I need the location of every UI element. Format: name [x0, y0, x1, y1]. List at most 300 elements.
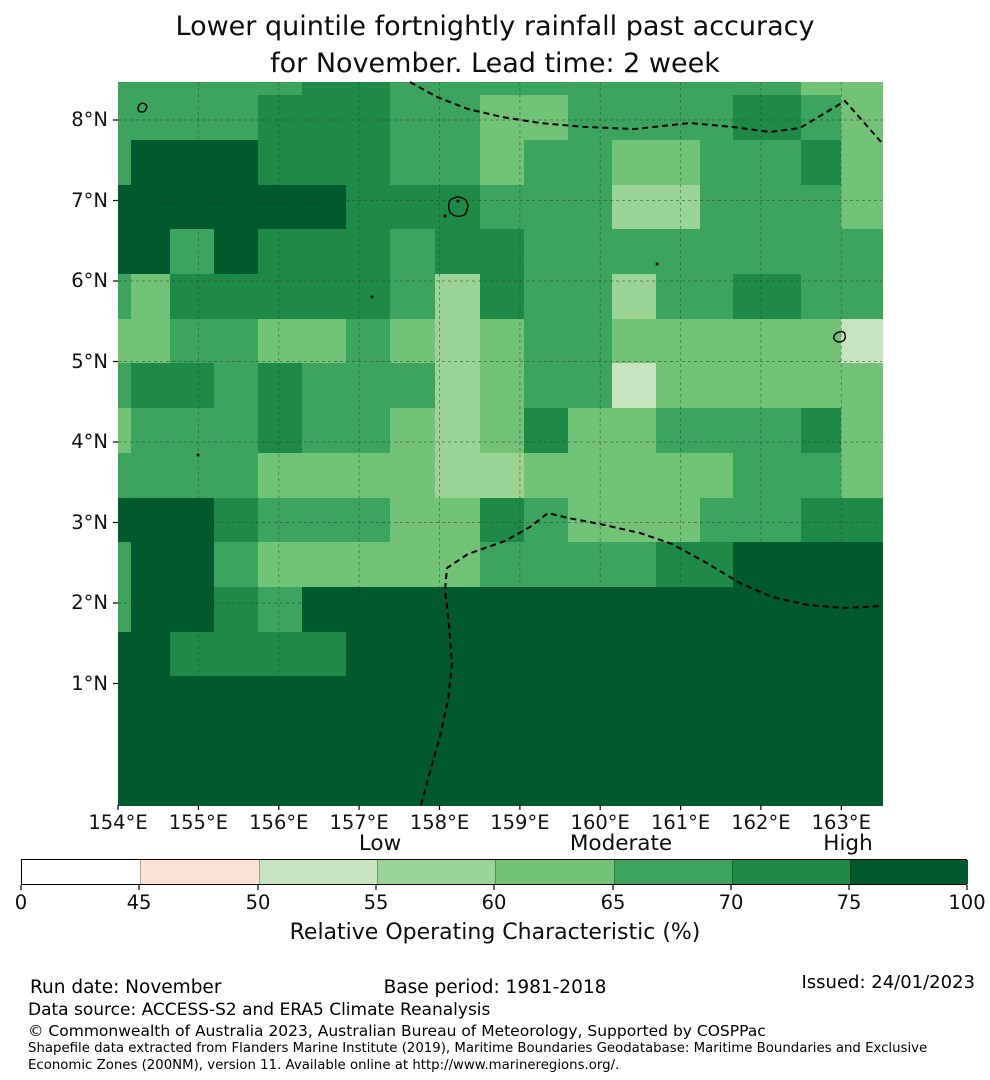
map-cell	[258, 542, 303, 588]
map-cell	[700, 676, 734, 722]
map-cell	[302, 766, 347, 806]
map-cell	[214, 587, 259, 633]
map-cell	[524, 319, 569, 364]
map-cell	[568, 721, 613, 767]
map-cell	[346, 676, 391, 722]
map-cell	[801, 453, 842, 499]
map-cell	[480, 82, 525, 96]
map-cell	[480, 542, 525, 588]
map-cell	[435, 408, 481, 454]
x-tick-label: 158°E	[409, 811, 470, 834]
map-cell	[700, 453, 734, 499]
map-cell	[733, 498, 802, 543]
map-cell	[568, 453, 613, 499]
map-cell	[346, 140, 391, 186]
map-cell	[656, 498, 701, 543]
map-cell	[118, 185, 132, 230]
map-cell	[131, 632, 171, 677]
map-cell	[801, 766, 842, 806]
map-cell	[700, 82, 734, 96]
map-cell	[568, 587, 613, 633]
map-cell	[118, 721, 132, 767]
map-cell	[841, 363, 883, 409]
map-cell	[214, 95, 259, 141]
map-cell	[568, 229, 613, 275]
map-cell	[801, 229, 842, 275]
map-cell	[346, 408, 391, 454]
x-tick-label: 155°E	[168, 811, 229, 834]
map-cell	[170, 229, 215, 275]
map-cell	[118, 766, 132, 806]
map-cell	[841, 140, 883, 186]
map-cell	[390, 587, 436, 633]
map-cell	[700, 319, 734, 364]
map-cell	[302, 498, 347, 543]
map-cell	[612, 676, 657, 722]
colorbar-segment	[259, 860, 377, 884]
map-cell	[390, 453, 436, 499]
map-cell	[346, 498, 391, 543]
map-cell	[258, 721, 303, 767]
map-cell	[480, 632, 525, 677]
map-cell	[118, 632, 132, 677]
map-cell	[170, 632, 215, 677]
map-cell	[480, 721, 525, 767]
map-cell	[568, 408, 613, 454]
map-cell	[214, 766, 259, 806]
map-cell	[390, 363, 436, 409]
map-cell	[258, 587, 303, 633]
map-cell	[118, 363, 132, 409]
map-cell	[435, 587, 481, 633]
map-cell	[480, 95, 525, 141]
map-cell	[390, 319, 436, 364]
map-cell	[346, 185, 391, 230]
map-cell	[656, 408, 701, 454]
map-cell	[435, 140, 481, 186]
y-tick-label: 8°N	[71, 108, 108, 131]
map-cell	[118, 498, 132, 543]
map-cell	[170, 82, 215, 96]
colorbar-category-label: Moderate	[569, 831, 673, 856]
map-cell	[801, 82, 842, 96]
map-cell	[435, 498, 481, 543]
map-cell	[568, 274, 613, 320]
x-tick-label: 156°E	[249, 811, 309, 834]
map-cell	[568, 185, 613, 230]
map-cell	[480, 408, 525, 454]
map-cell	[568, 363, 613, 409]
map-cell	[612, 721, 657, 767]
map-cell	[214, 363, 259, 409]
map-cell	[131, 408, 171, 454]
map-cell	[346, 229, 391, 275]
map-cell	[346, 363, 391, 409]
map-cell	[656, 721, 701, 767]
map-cell	[700, 498, 734, 543]
map-cell	[524, 632, 569, 677]
map-cell	[841, 95, 883, 141]
map-cell	[700, 632, 734, 677]
map-cell	[656, 453, 701, 499]
map-cell	[214, 82, 259, 96]
map-cell	[524, 453, 569, 499]
map-cell	[612, 82, 657, 96]
map-cell	[258, 185, 303, 230]
map-cell	[841, 185, 883, 230]
map-cell	[131, 140, 171, 186]
map-cell	[170, 274, 215, 320]
map-cell	[612, 766, 657, 806]
map-cell	[170, 721, 215, 767]
map-cell	[435, 766, 481, 806]
map-cell	[390, 274, 436, 320]
map-cell	[170, 185, 215, 230]
map-cell	[346, 766, 391, 806]
map-cell	[435, 319, 481, 364]
y-tick-label: 4°N	[71, 430, 108, 453]
map-cell	[841, 676, 883, 722]
map-cell	[612, 408, 657, 454]
map-cell	[480, 363, 525, 409]
map-cell	[700, 721, 734, 767]
map-cell	[390, 721, 436, 767]
map-cell	[700, 185, 734, 230]
y-tick-label: 5°N	[71, 349, 108, 373]
map-cell	[612, 185, 657, 230]
map-cell	[390, 408, 436, 454]
map-cell	[302, 721, 347, 767]
colorbar-tick-label: 50	[245, 891, 271, 914]
map-cell	[524, 408, 569, 454]
map-cell	[612, 587, 657, 633]
x-tick-label: 161°E	[650, 811, 711, 834]
map-cell	[346, 453, 391, 499]
map-cell	[170, 363, 215, 409]
map-cell	[612, 498, 657, 543]
map-cell	[568, 319, 613, 364]
map-cell	[435, 274, 481, 320]
map-cell	[435, 453, 481, 499]
map-cell	[118, 274, 132, 320]
map-cell	[390, 185, 436, 230]
map-cell	[118, 408, 132, 454]
map-cell	[131, 82, 171, 96]
map-cell	[524, 498, 569, 543]
map-cell	[733, 185, 802, 230]
map-cell	[118, 676, 132, 722]
map-cell	[390, 676, 436, 722]
map-cell	[656, 274, 701, 320]
y-tick-label: 6°N	[71, 269, 108, 292]
map-cell	[700, 274, 734, 320]
shapefile-note-text: Shapefile data extracted from Flanders Marine Institute (2019), Maritime Boundaries Geodatabase: Maritime Boundaries and Exclusive Economic Zones (200NM), version 11. Available online at http://www.marineregions.org/.	[28, 1041, 928, 1073]
map-cell	[733, 274, 802, 320]
map-cell	[733, 766, 802, 806]
colorbar-segment	[732, 860, 850, 884]
map-cell	[524, 766, 569, 806]
colorbar-segment	[495, 860, 614, 884]
map-cell	[346, 319, 391, 364]
map-cell	[302, 274, 347, 320]
map-cell	[131, 453, 171, 499]
map-cell	[118, 229, 132, 275]
map-cell	[118, 453, 132, 499]
map-cell	[612, 95, 657, 141]
map-cell	[390, 95, 436, 141]
map-cell	[170, 140, 215, 186]
map-cell	[480, 766, 525, 806]
map-cell	[118, 140, 132, 186]
map-cell	[656, 363, 701, 409]
map-cell	[435, 82, 481, 96]
map-cell	[700, 363, 734, 409]
map-cell	[801, 185, 842, 230]
map-cell	[258, 319, 303, 364]
map-cell	[435, 721, 481, 767]
map-cell	[170, 408, 215, 454]
map-cell	[656, 587, 701, 633]
colorbar	[21, 859, 967, 885]
map-cell	[435, 229, 481, 275]
map-cell	[118, 587, 132, 633]
map-cell	[131, 229, 171, 275]
map-cell	[733, 721, 802, 767]
map-cell	[214, 542, 259, 588]
x-tick-label: 157°E	[329, 811, 389, 834]
map-cell	[480, 453, 525, 499]
map-cell	[258, 498, 303, 543]
map-cell	[131, 587, 171, 633]
map-cell	[612, 453, 657, 499]
map-cell	[214, 319, 259, 364]
run-date-text: Run date: November	[30, 977, 222, 998]
map-cell	[480, 274, 525, 320]
map-cell	[801, 140, 842, 186]
map-cell	[435, 363, 481, 409]
map-cell	[524, 229, 569, 275]
map-cell	[656, 185, 701, 230]
map-cell	[302, 185, 347, 230]
map-cell	[302, 319, 347, 364]
map-cell	[733, 676, 802, 722]
map-cell	[302, 632, 347, 677]
map-cell	[302, 95, 347, 141]
map-cell	[214, 185, 259, 230]
map-cell	[656, 319, 701, 364]
y-tick-label: 1°N	[71, 671, 108, 695]
map-cell	[214, 453, 259, 499]
map-cell	[346, 274, 391, 320]
map-cell	[841, 229, 883, 275]
map-cell	[568, 498, 613, 543]
issued-date-text: Issued: 24/01/2023	[801, 972, 975, 993]
map-cell	[302, 542, 347, 588]
map-cell	[801, 632, 842, 677]
map-cell	[131, 274, 171, 320]
map-cell	[656, 229, 701, 275]
map-cell	[841, 498, 883, 543]
map-cell	[258, 82, 303, 96]
map-cell	[480, 498, 525, 543]
map-cell	[346, 82, 391, 96]
map-cell	[302, 363, 347, 409]
map-cell	[568, 542, 613, 588]
map-cell	[390, 140, 436, 186]
map-cell	[733, 95, 802, 141]
base-period-text: Base period: 1981-2018	[383, 977, 607, 998]
map-cell	[214, 140, 259, 186]
map-cell	[612, 274, 657, 320]
map-cell	[841, 542, 883, 588]
map-cell	[346, 632, 391, 677]
map-cell	[258, 453, 303, 499]
map-cell	[390, 229, 436, 275]
map-cell	[524, 82, 569, 96]
map-cell	[435, 632, 481, 677]
map-cell	[733, 319, 802, 364]
map-cell	[612, 632, 657, 677]
map-cell	[733, 542, 802, 588]
map-cell	[302, 140, 347, 186]
colorbar-tick-label: 75	[836, 891, 862, 914]
map-cell	[841, 319, 883, 364]
map-cell	[568, 676, 613, 722]
map-cell	[346, 542, 391, 588]
map-cell	[214, 498, 259, 543]
map-cell	[435, 95, 481, 141]
map-cell	[700, 140, 734, 186]
map-cell	[656, 82, 701, 96]
map-cell	[524, 363, 569, 409]
map-cell	[612, 542, 657, 588]
colorbar-axis-label: Relative Operating Characteristic (%)	[289, 920, 701, 945]
map-cell	[258, 95, 303, 141]
map-cell	[170, 587, 215, 633]
y-tick-label: 2°N	[71, 591, 108, 614]
map-cell	[568, 140, 613, 186]
map-cell	[801, 498, 842, 543]
map-cell	[733, 140, 802, 186]
map-cell	[170, 766, 215, 806]
map-cell	[612, 140, 657, 186]
map-cell	[841, 453, 883, 499]
map-cell	[524, 542, 569, 588]
colorbar-segment	[377, 860, 495, 884]
map-cell	[801, 95, 842, 141]
map-cell	[258, 766, 303, 806]
map-cell	[733, 632, 802, 677]
map-cell	[302, 453, 347, 499]
map-cell	[841, 408, 883, 454]
colorbar-tick-label: 0	[14, 891, 28, 914]
map-cell	[435, 542, 481, 588]
map-cell	[435, 185, 481, 230]
map-cell	[480, 587, 525, 633]
map-cell	[733, 587, 802, 633]
map-cell	[733, 408, 802, 454]
map-cell	[258, 632, 303, 677]
map-cell	[700, 95, 734, 141]
y-tick-label: 3°N	[71, 510, 108, 534]
map-cell	[612, 229, 657, 275]
map-cell	[524, 587, 569, 633]
colorbar-segment	[22, 860, 140, 884]
map-cell	[131, 542, 171, 588]
map-cell	[841, 82, 883, 96]
map-cell	[118, 319, 132, 364]
map-cell	[258, 140, 303, 186]
map-cell	[131, 766, 171, 806]
map-cell	[214, 676, 259, 722]
map-cell	[801, 542, 842, 588]
colorbar-category-label: High	[823, 831, 873, 856]
map-cell	[801, 274, 842, 320]
x-tick-label: 154°E	[88, 811, 148, 834]
map-cell	[524, 274, 569, 320]
map-cell	[656, 542, 701, 588]
map-cell	[170, 95, 215, 141]
map-cell	[568, 82, 613, 96]
map-cell	[801, 587, 842, 633]
map-cell	[214, 229, 259, 275]
map-cell	[524, 95, 569, 141]
colorbar-tick-label: 70	[718, 891, 744, 914]
map-cell	[700, 408, 734, 454]
map-cell	[131, 95, 171, 141]
map-cell	[524, 140, 569, 186]
map-cell	[612, 363, 657, 409]
x-tick-label: 159°E	[490, 811, 550, 834]
map-cell	[841, 274, 883, 320]
map-cell	[346, 587, 391, 633]
map-cell	[801, 363, 842, 409]
map-cell	[214, 721, 259, 767]
map-cell	[700, 229, 734, 275]
map-cell	[302, 229, 347, 275]
map-cell	[524, 676, 569, 722]
map-cell	[302, 82, 347, 96]
colorbar-segment	[850, 860, 968, 884]
colorbar-tick-label: 60	[481, 891, 507, 914]
map-cell	[700, 542, 734, 588]
x-tick-label: 163°E	[811, 811, 871, 834]
map-cell	[131, 319, 171, 364]
map-cell	[801, 721, 842, 767]
map-cell	[841, 766, 883, 806]
map-cell	[131, 185, 171, 230]
map-cell	[656, 140, 701, 186]
map-cell	[346, 721, 391, 767]
colorbar-tick-label: 45	[126, 891, 152, 914]
map-cell	[302, 587, 347, 633]
map-cell	[568, 766, 613, 806]
x-tick-label: 162°E	[731, 811, 791, 834]
map-cell	[131, 721, 171, 767]
map-cell	[524, 185, 569, 230]
map-cell	[258, 274, 303, 320]
map-cell	[801, 408, 842, 454]
map-cell	[656, 676, 701, 722]
map-cell	[258, 676, 303, 722]
colorbar-tick-label: 55	[363, 891, 389, 914]
map-cell	[700, 766, 734, 806]
map-cell	[302, 676, 347, 722]
map-cell	[214, 632, 259, 677]
map-cell	[170, 319, 215, 364]
roc-heatmap	[118, 82, 882, 805]
colorbar-tick-label: 100	[948, 891, 986, 914]
